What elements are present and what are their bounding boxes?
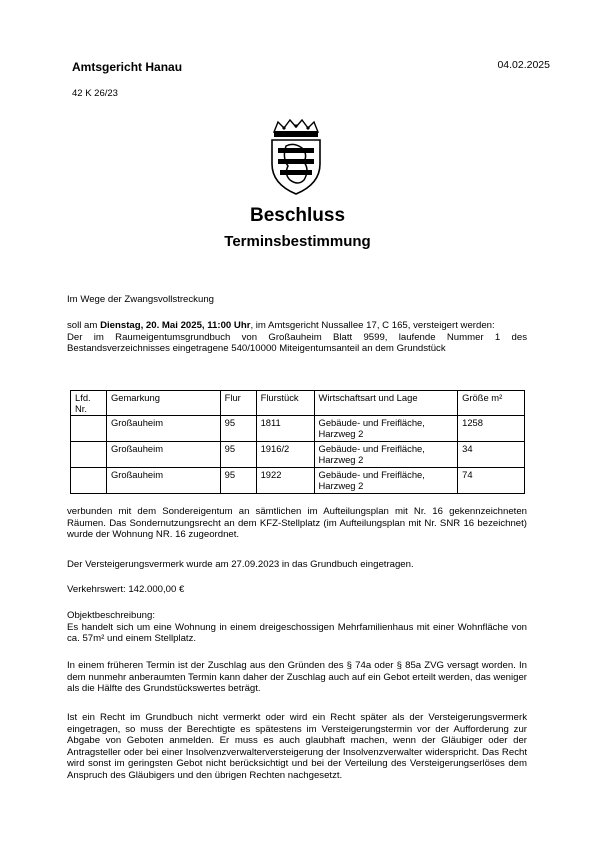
property-table [70, 390, 525, 494]
cell-flurstueck: 1922 [256, 468, 314, 494]
cell-nr [71, 468, 107, 494]
rights-notice-paragraph: Ist ein Recht im Grundbuch nicht vermerkt oder wird ein Recht später als der Versteigerungsvermerk eingetragen, so muss der Berechtigte es spätestens im Versteigerungstermin vor der Aufforderung zur Abgabe von Geboten anmelden. Er muss es auch glaubhaft machen, wenn der Gläubiger oder der Antragsteller oder bei einer Insolvenzverwalterversteigerung der Insolvenzverwalter widerspricht. Das Recht wird sonst im geringsten Gebot nicht berücksichtigt und bei der Verteilung des Versteigerungserlöses dem Anspruch des Gläubigers und den übrigen Rechten nachgesetzt. [67, 712, 527, 781]
court-name: Amtsgericht Hanau [72, 60, 183, 74]
cell-nr [71, 442, 107, 468]
cell-flurstueck: 1811 [256, 416, 314, 442]
object-description-block [67, 610, 527, 645]
market-value: Verkehrswert: 142.000,00 € [67, 584, 185, 595]
cell-gemarkung: Großauheim [106, 468, 220, 494]
column-header-flur: Flur [220, 391, 256, 416]
appointment-prefix: soll am [67, 320, 101, 331]
document-date: 04.02.2025 [497, 59, 550, 71]
cell-lage: Gebäude- und Freifläche, Harzweg 2 [314, 416, 458, 442]
special-property-paragraph: verbunden mit dem Sondereigentum an sämtlichen im Aufteilungsplan mit Nr. 16 gekennzeichneten Räumen. Das Sondernutzungsrecht an dem KFZ-Stellplatz (im Aufteilungsplan mit Nr. SNR 16 bezeichnet) wurde der Wohnung NR. 16 zugeordnet. [67, 506, 527, 541]
column-header-lage: Wirtschaftsart und Lage [314, 391, 458, 416]
table-row [71, 416, 525, 442]
cell-gemarkung: Großauheim [106, 416, 220, 442]
cell-flur: 95 [220, 416, 256, 442]
column-header-gemarkung: Gemarkung [106, 391, 220, 416]
cell-lage: Gebäude- und Freifläche, Harzweg 2 [314, 442, 458, 468]
document-subtitle: Terminsbestimmung [224, 233, 371, 250]
table-row [71, 468, 525, 494]
cell-gemarkung: Großauheim [106, 442, 220, 468]
appointment-block [67, 320, 527, 355]
cell-flurstueck: 1916/2 [256, 442, 314, 468]
auction-note-paragraph: Der Versteigerungsvermerk wurde am 27.09.2023 in das Grundbuch eingetragen. [67, 559, 414, 570]
intro-text: Im Wege der Zwangsvollstreckung [67, 294, 214, 305]
property-description: Der im Raumeigentumsgrundbuch von Großauheim Blatt 9599, laufende Nummer 1 des Bestandsverzeichnisses eingetragene 540/10000 Miteigentumsanteil an dem Grundstück [67, 331, 527, 355]
appointment-date-time: Dienstag, 20. Mai 2025, 11:00 Uhr [100, 320, 251, 331]
file-number: 42 K 26/23 [72, 88, 118, 99]
hesse-coat-of-arms-icon [264, 118, 328, 196]
cell-flur: 95 [220, 442, 256, 468]
column-header-groesse: Größe m² [458, 391, 525, 416]
table-header-row [71, 391, 525, 416]
object-description-heading: Objektbeschreibung: [67, 610, 155, 621]
appointment-suffix: , im Amtsgericht Nussallee 17, C 165, versteigert werden: [250, 320, 495, 331]
cell-groesse: 1258 [458, 416, 525, 442]
cell-nr [71, 416, 107, 442]
appointment-paragraph [67, 320, 527, 332]
cell-groesse: 74 [458, 468, 525, 494]
cell-lage: Gebäude- und Freifläche, Harzweg 2 [314, 468, 458, 494]
earlier-date-paragraph: In einem früheren Termin ist der Zuschlag aus den Gründen des § 74a oder § 85a ZVG versagt worden. In dem nunmehr anberaumten Termin kann daher der Zuschlag auch auf ein Gebot erteilt werden, das weniger als die Hälfte des Grundstückswertes beträgt. [67, 660, 527, 695]
document-title: Beschluss [249, 205, 346, 226]
column-header-flurstueck: Flurstück [256, 391, 314, 416]
object-description-text: Es handelt sich um eine Wohnung in einem dreigeschossigen Mehrfamilienhaus mit einer Wohnfläche von ca. 57m² und einem Stellplatz. [67, 621, 527, 645]
column-header-nr: Lfd. Nr. [71, 391, 107, 416]
table-row [71, 442, 525, 468]
cell-groesse: 34 [458, 442, 525, 468]
cell-flur: 95 [220, 468, 256, 494]
